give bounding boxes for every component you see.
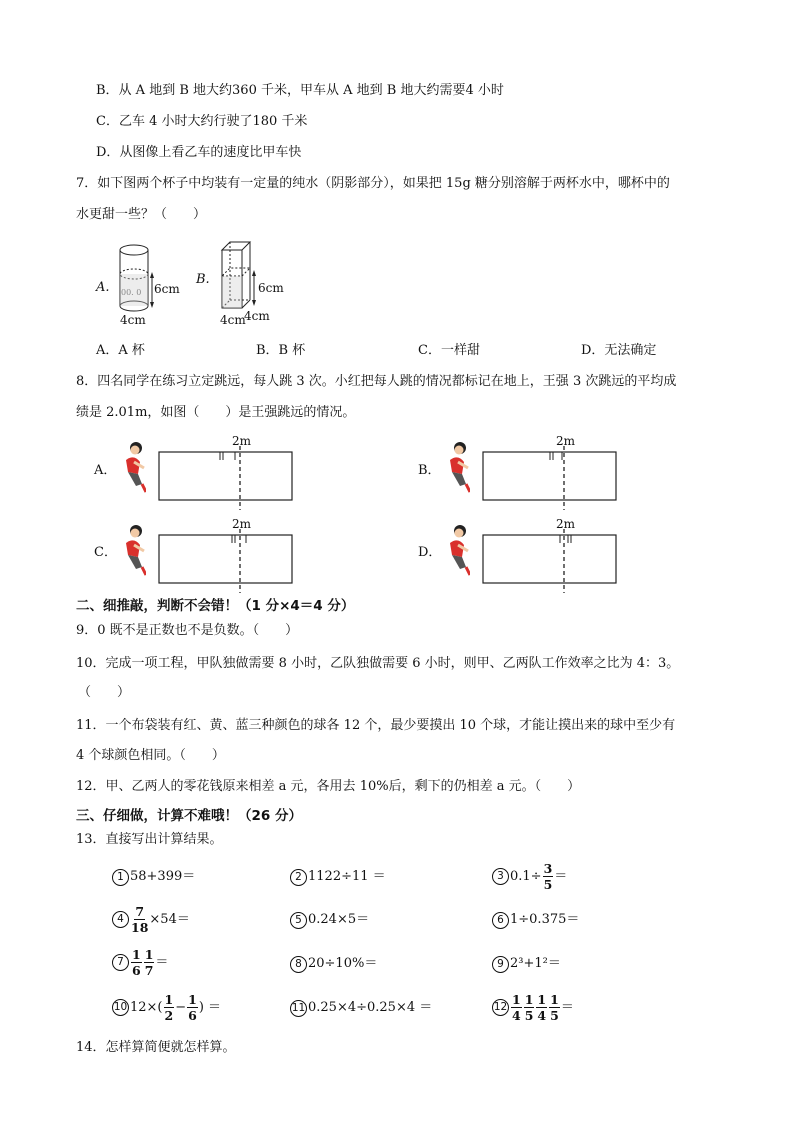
jumping-kid-icon bbox=[444, 440, 470, 502]
q8-mark-label-c: 2m bbox=[232, 517, 252, 531]
calc-number-3: 3 bbox=[492, 868, 509, 885]
calc-item-1: 1 58+399＝ bbox=[112, 868, 195, 886]
q11-text-line2: 4 个球颜色相同。（ ） bbox=[76, 748, 225, 763]
q7-fig-b-width2: 4cm bbox=[244, 309, 270, 323]
calc-item-6: 6 1÷0.375＝ bbox=[492, 911, 579, 929]
q8-jump-diagram-a bbox=[150, 430, 300, 510]
q8-option-a-label: A． bbox=[94, 463, 117, 478]
q6-option-c: C．乙车 4 小时大约行驶了180 千米 bbox=[96, 114, 308, 129]
calc-item-10: 10 12×( $\frac{1}{2}$ − $\frac{1}{6}$ ) ＝ bbox=[113, 992, 222, 1023]
q7-fig-b-label: B. bbox=[196, 272, 210, 287]
calc-item-9: 9 2³+1²＝ bbox=[492, 955, 561, 973]
calc-number-2: 2 bbox=[290, 869, 307, 886]
q7-option-c: C．一样甜 bbox=[418, 343, 480, 358]
calc-item-2: 2 1122÷11 ＝ bbox=[290, 868, 386, 886]
q7-cylinder-figure bbox=[112, 240, 192, 330]
q7-option-a: A．A 杯 bbox=[96, 343, 145, 358]
q7-fig-a-width: 4cm bbox=[120, 313, 146, 327]
q8-stem-line1: 8．四名同学在练习立定跳远，每人跳 3 次。小红把每人跳的情况都标记在地上，王强 3 次跳远的平均成 bbox=[76, 374, 677, 389]
q7-option-b: B．B 杯 bbox=[256, 343, 306, 358]
jumping-kid-icon bbox=[120, 523, 146, 585]
q8-stem-line2: 绩是 2.01m，如图（ ）是王强跳远的情况。 bbox=[76, 405, 356, 420]
q7-stem-line2: 水更甜一些？（ ） bbox=[76, 207, 207, 222]
calc-item-4: 4 $\frac{7}{18}$ ×54＝ bbox=[112, 904, 190, 935]
calc-number-10: 10 bbox=[112, 999, 129, 1016]
calc-number-7: 7 bbox=[112, 954, 129, 971]
q11-text-line1: 11．一个布袋装有红、黄、蓝三种颜色的球各 12 个，最少要摸出 10 个球，才能让摸出来的球中至少有 bbox=[76, 718, 676, 733]
calc-number-8: 8 bbox=[290, 956, 307, 973]
q7-fig-a-inner: 00. 0 bbox=[121, 288, 142, 297]
q8-option-c-label: C． bbox=[94, 545, 117, 560]
q8-mark-label-d: 2m bbox=[556, 517, 576, 531]
q14-text: 14．怎样算简便就怎样算。 bbox=[76, 1040, 236, 1055]
q7-fig-a-height: 6cm bbox=[154, 282, 180, 296]
calc-number-4: 4 bbox=[112, 911, 129, 928]
q9-text: 9．0 既不是正数也不是负数。（ ） bbox=[76, 623, 299, 638]
q7-prism-figure bbox=[212, 236, 302, 330]
calc-number-5: 5 bbox=[290, 912, 307, 929]
q7-fig-a-label: A. bbox=[96, 280, 110, 295]
calc-item-8: 8 20÷10%＝ bbox=[290, 955, 377, 973]
q12-text: 12．甲、乙两人的零花钱原来相差 a 元，各用去 10%后，剩下的仍相差 a 元。（ ） bbox=[76, 779, 581, 794]
q8-mark-label-a: 2m bbox=[232, 434, 252, 448]
calc-number-11: 11 bbox=[290, 1000, 307, 1017]
q6-option-b: B．从 A 地到 B 地大约360 千米，甲车从 A 地到 B 地大约需要4 小时 bbox=[96, 83, 504, 98]
q6-option-d: D．从图像上看乙车的速度比甲车快 bbox=[96, 145, 302, 160]
q8-option-b-label: B． bbox=[418, 463, 441, 478]
calc-number-9: 9 bbox=[492, 956, 509, 973]
q8-option-d-label: D． bbox=[418, 545, 442, 560]
q7-stem-line1: 7．如下图两个杯子中均装有一定量的纯水（阴影部分），如果把 15g 糖分别溶解于两杯水中，哪杯中的 bbox=[76, 176, 670, 191]
calc-number-6: 6 bbox=[492, 912, 509, 929]
calc-item-7: 7 $\frac{1}{6}$ $\frac{1}{7}$ ＝ bbox=[112, 947, 168, 978]
q8-jump-diagram-c bbox=[150, 513, 300, 593]
section-3-title: 三、仔细做，计算不难哦！（26 分） bbox=[76, 808, 302, 824]
calc-number-12: 12 bbox=[492, 999, 509, 1016]
q10-text-line2: （ ） bbox=[78, 685, 131, 700]
q8-mark-label-b: 2m bbox=[556, 434, 576, 448]
calc-item-11: 11 0.25×4÷0.25×4 ＝ bbox=[291, 1000, 433, 1015]
calc-item-12: 12 $\frac{1}{4}$ $\frac{1}{5}$ $\frac{1}{4}$ $\frac{1}{5}$ ＝ bbox=[493, 992, 574, 1023]
q10-text-line1: 10．完成一项工程，甲队独做需要 8 小时，乙队独做需要 6 小时，则甲、乙两队工作效率之比为 4：3。 bbox=[76, 656, 680, 671]
q8-jump-diagram-d bbox=[474, 513, 624, 593]
q8-jump-diagram-b bbox=[474, 430, 624, 510]
section-2-title: 二、细推敲，判断不会错！（1 分×4＝4 分） bbox=[76, 598, 355, 614]
q7-fig-b-width1: 4cm bbox=[220, 313, 246, 327]
jumping-kid-icon bbox=[120, 440, 146, 502]
q7-fig-b-height: 6cm bbox=[258, 281, 284, 295]
q13-text: 13．直接写出计算结果。 bbox=[76, 832, 223, 847]
jumping-kid-icon bbox=[444, 523, 470, 585]
calc-number-1: 1 bbox=[112, 869, 129, 886]
calc-item-3: 3 0.1÷ $\frac{3}{5}$ ＝ bbox=[492, 861, 567, 892]
q7-option-d: D．无法确定 bbox=[581, 343, 657, 358]
calc-item-5: 5 0.24×5＝ bbox=[290, 911, 369, 929]
